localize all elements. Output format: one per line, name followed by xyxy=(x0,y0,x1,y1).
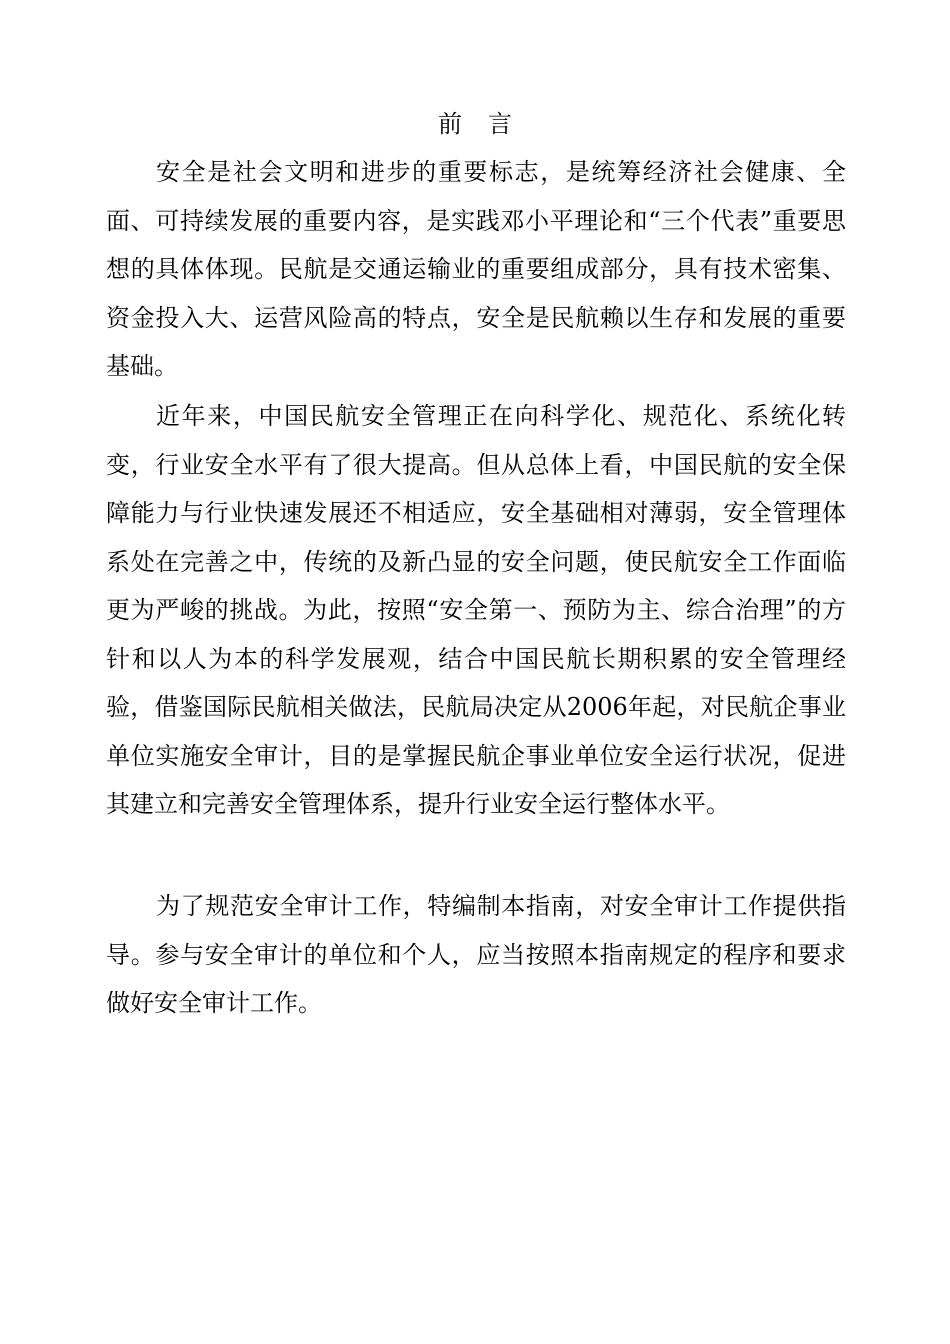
paragraph-3: 为了规范安全审计工作，特编制本指南，对安全审计工作提供指导。参与安全审计的单位和个人，应当按照本指南规定的程序和要求做好安全审计工作。 xyxy=(106,892,846,1017)
paragraph-2: 近年来，中国民航安全管理正在向科学化、规范化、系统化转变，行业安全水平有了很大提高。但从总体上看，中国民航的安全保障能力与行业快速发展还不相适应，安全基础相对薄弱，安全管理体系处在完善之中，传统的及新凸显的安全问题，使民航安全工作面临更为严峻的挑战。为此，按照“安全第一、预防为主、综合治理”的方针和以人为本的科学发展观，结合中国民航长期积累的安全管理经验，借鉴国际民航相关做法，民航局决定从2006年起，对民航企事业单位实施安全审计，目的是掌握民航企事业单位安全运行状况，促进其建立和完善安全管理体系，提升行业安全运行整体水平。 xyxy=(106,402,846,818)
page-title: 前言 xyxy=(438,110,538,138)
paragraph-1: 安全是社会文明和进步的重要标志，是统筹经济社会健康、全面、可持续发展的重要内容，是实践邓小平理论和“三个代表”重要思想的具体体现。民航是交通运输业的重要组成部分，具有技术密集、资金投入大、运营风险高的特点，安全是民航赖以生存和发展的重要基础。 xyxy=(106,158,846,380)
